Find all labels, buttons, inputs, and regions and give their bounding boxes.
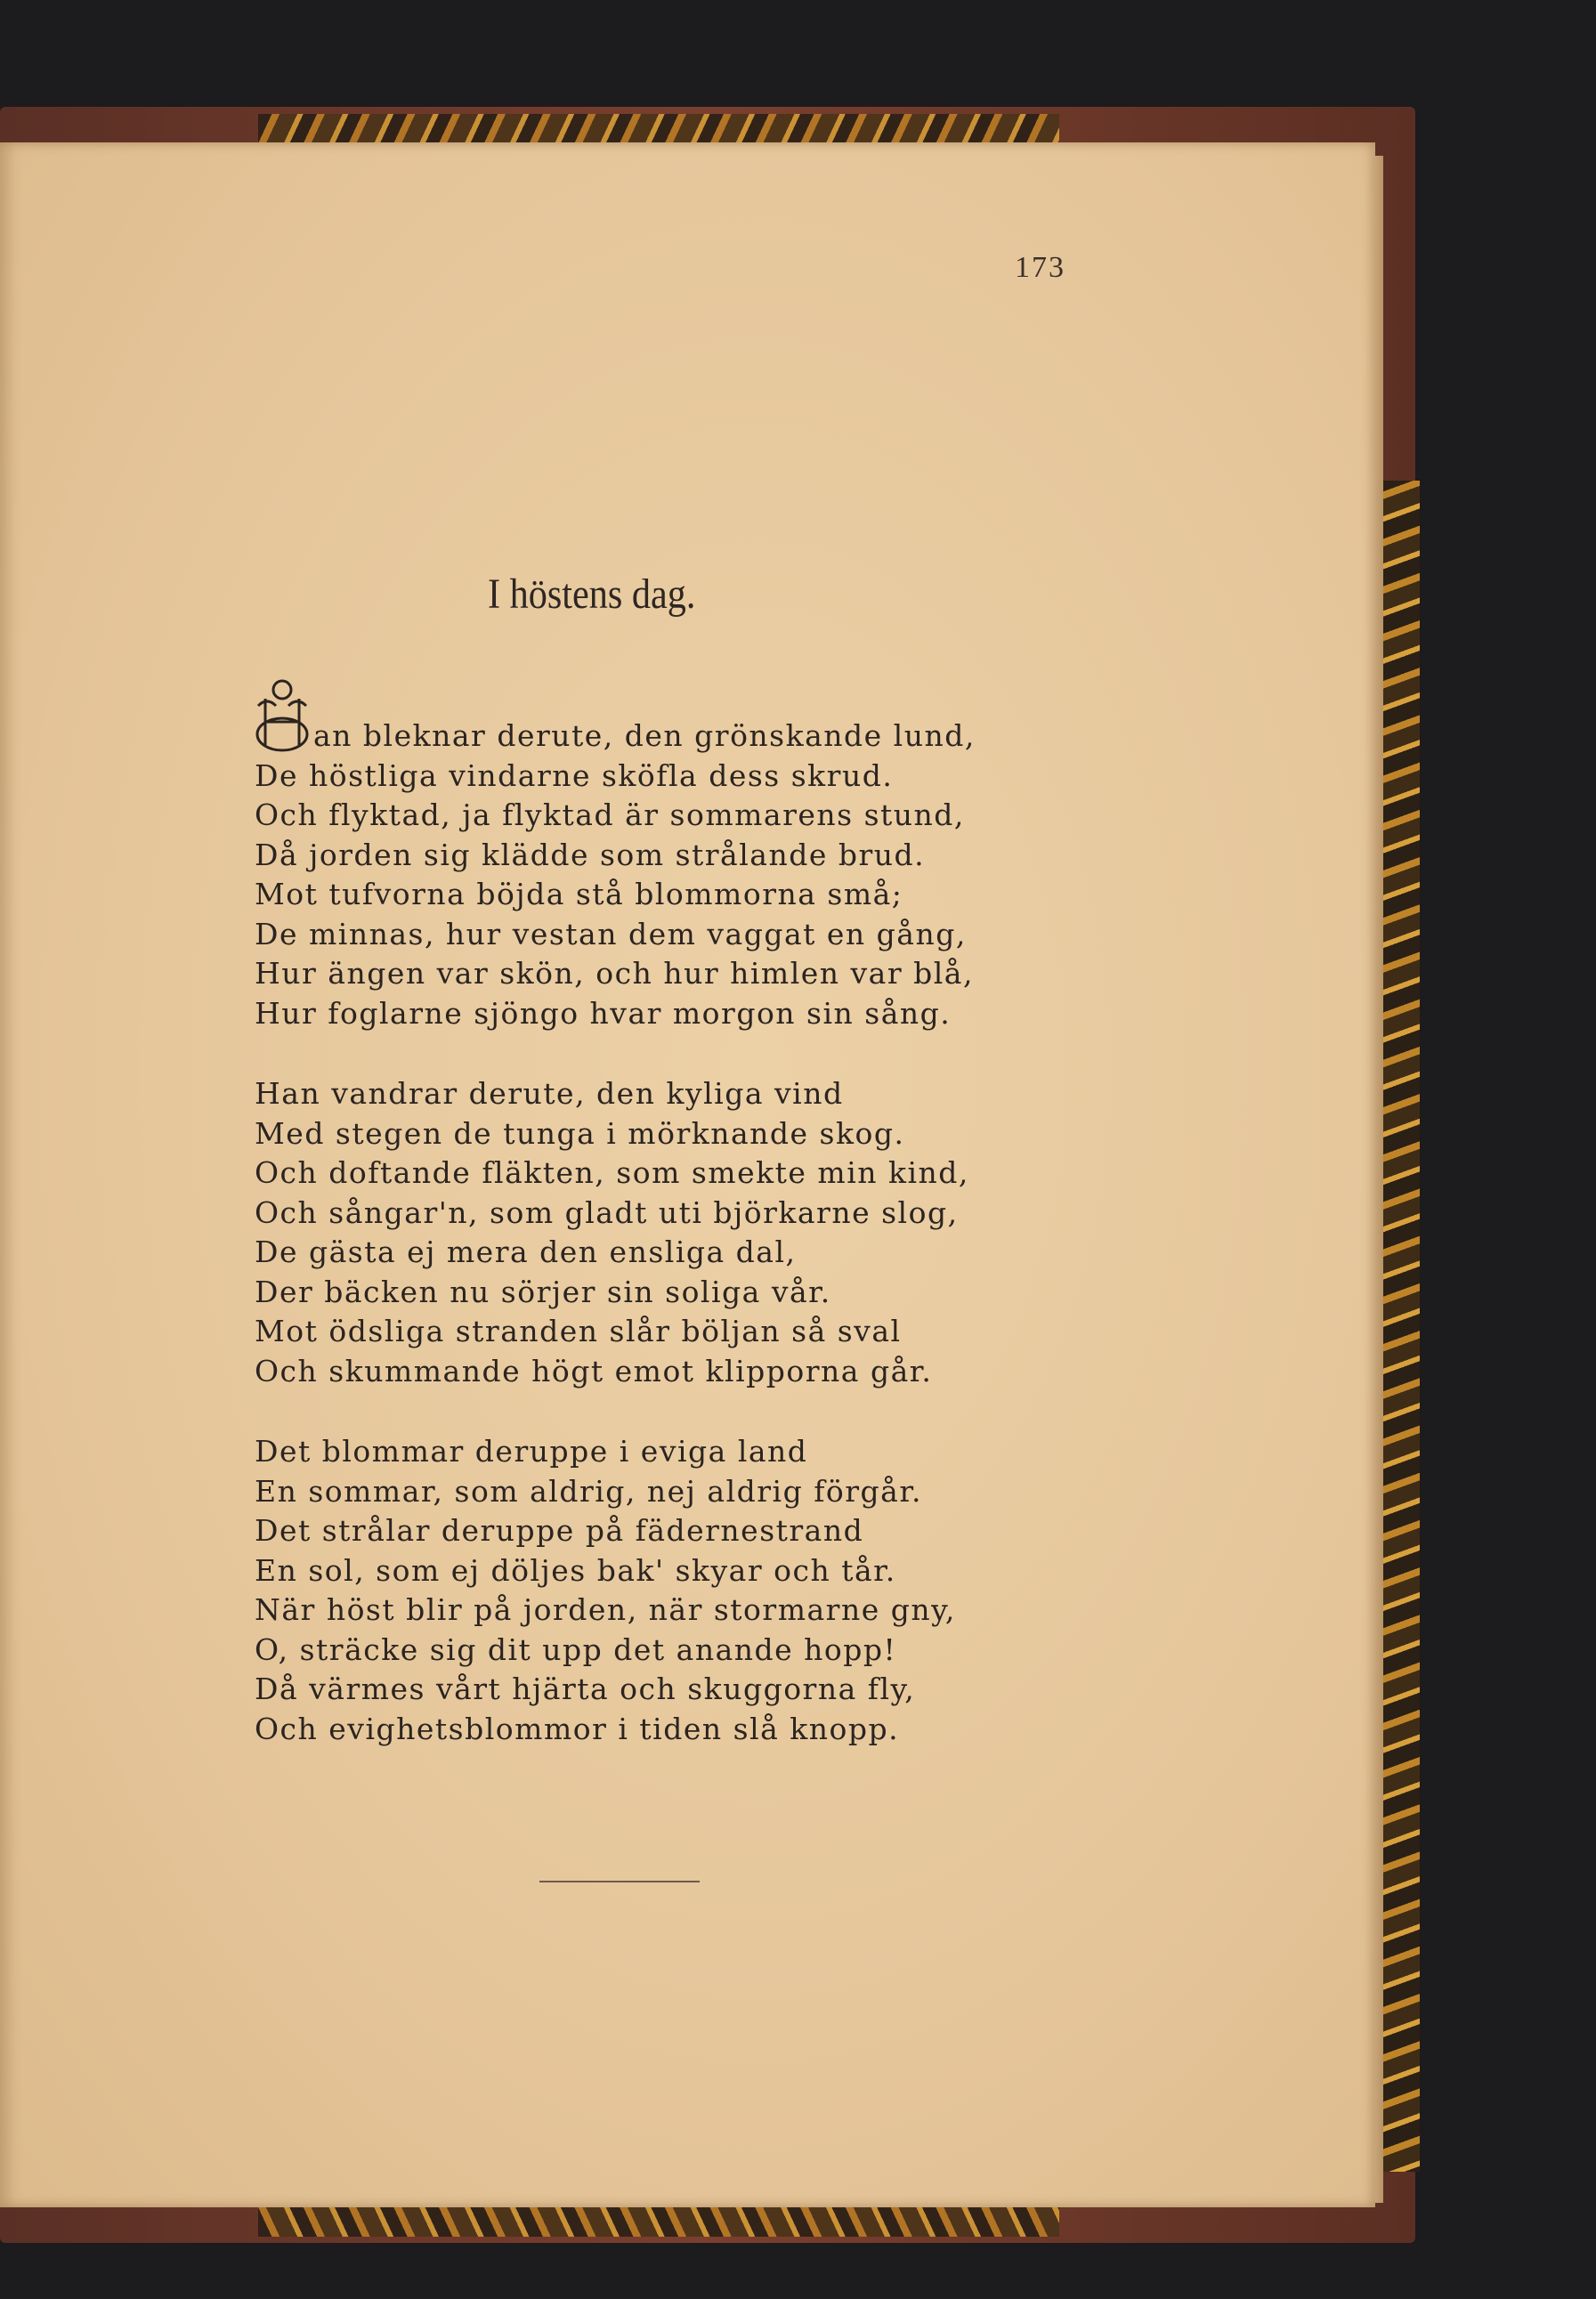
poem-line: De höstliga vindarne sköfla dess skrud. — [255, 757, 894, 793]
poem-line: När höst blir på jorden, när stormarne gny, — [255, 1592, 956, 1627]
poem-line: Hur foglarne sjöngo hvar morgon sin sång. — [255, 995, 952, 1031]
poem-title: I höstens dag. — [488, 571, 696, 618]
line-text: an bleknar derute, den grönskande lund, — [313, 718, 976, 753]
poem-line: Och evighetsblommor i tiden slå knopp. — [255, 1711, 900, 1746]
poem-line: Hur ängen var skön, och hur himlen var blå, — [255, 956, 974, 991]
stanza-1 — [255, 716, 976, 1033]
page-number: 173 — [1015, 251, 1065, 284]
end-rule — [539, 1881, 700, 1882]
poem-line: Det blommar deruppe i eviga land — [255, 1434, 808, 1469]
poem-line — [255, 716, 976, 757]
poem-line: Der bäcken nu sörjer sin soliga vår. — [255, 1274, 831, 1309]
poem-line: Och sångar'n, som gladt uti björkarne slog, — [255, 1194, 959, 1230]
poem-body — [255, 716, 976, 1749]
poem-line: Då jorden sig klädde som strålande brud. — [255, 837, 926, 872]
poem-line: De minnas, hur vestan dem vaggat en gång, — [255, 916, 967, 951]
stanza-3 — [255, 1432, 976, 1749]
poem-line: Mot ödsliga stranden slår böljan så sval — [255, 1314, 902, 1348]
poem-line: De gästa ej mera den ensliga dal, — [255, 1234, 797, 1269]
poem-line: Och skummande högt emot klipporna går. — [255, 1353, 933, 1388]
stanza-2 — [255, 1074, 976, 1391]
poem-line: En sommar, som aldrig, nej aldrig förgår. — [255, 1473, 922, 1509]
poem-line: Och flyktad, ja flyktad är sommarens stund, — [255, 797, 965, 832]
poem-line: En sol, som ej döljes bak' skyar och tår. — [255, 1552, 896, 1588]
poem-line: Han vandrar derute, den kyliga vind — [255, 1076, 844, 1111]
drop-cap-ornament — [255, 683, 313, 754]
poem-line: Mot tufvorna böjda stå blommorna små; — [255, 877, 903, 911]
poem-line: Det strålar deruppe på fädernestrand — [255, 1513, 864, 1548]
poem-line: O, sträcke sig dit upp det anande hopp! — [255, 1631, 897, 1667]
poem-line: Då värmes vårt hjärta och skuggorna fly, — [255, 1672, 916, 1706]
poem-line: Och doftande fläkten, som smekte min kind, — [255, 1155, 969, 1190]
poem-line: Med stegen de tunga i mörknande skog. — [255, 1115, 905, 1151]
